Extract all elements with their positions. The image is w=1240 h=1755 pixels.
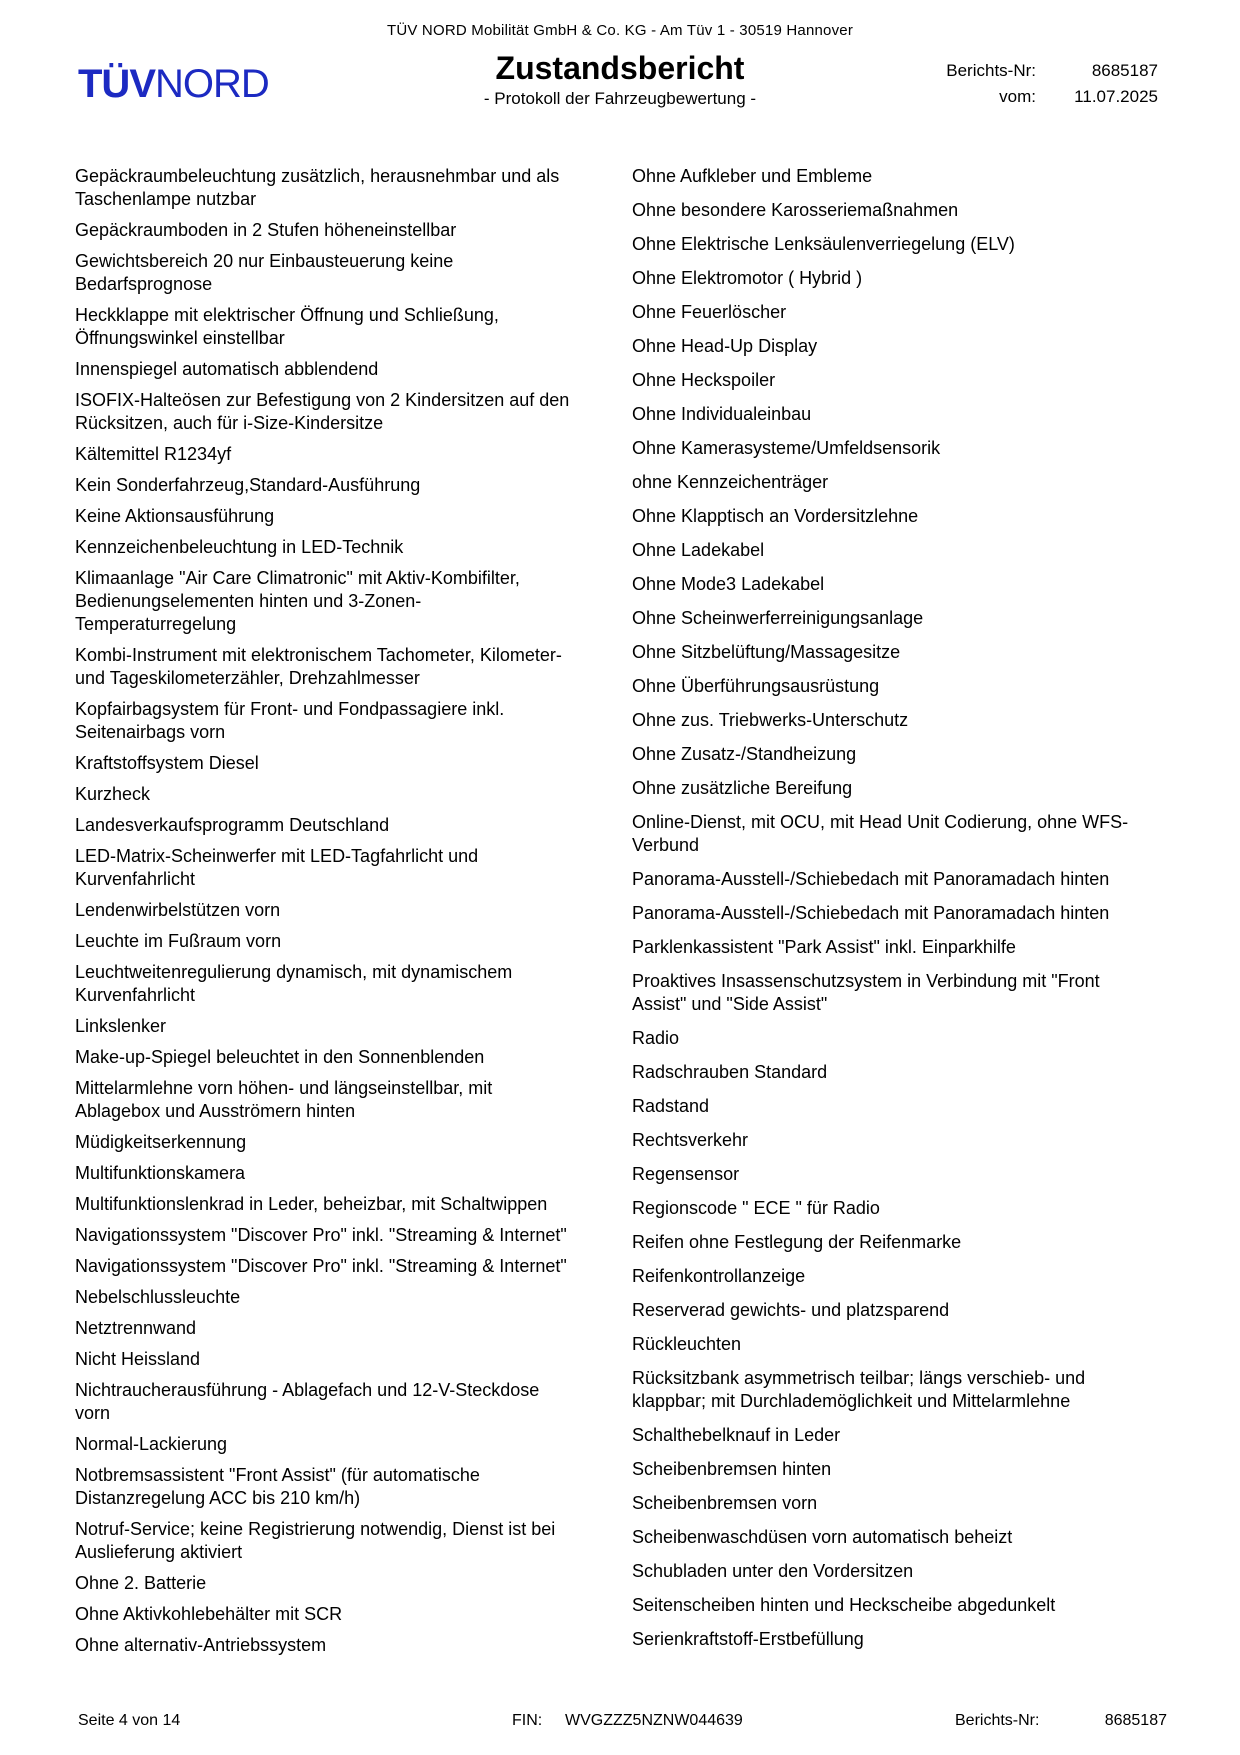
equipment-item: Kurzheck bbox=[75, 784, 151, 804]
equipment-item: Ohne Feuerlöscher bbox=[632, 302, 787, 322]
equipment-item: Leuchte im Fußraum vorn bbox=[75, 931, 282, 951]
footer-report-number-label: Berichts-Nr: bbox=[955, 1712, 1040, 1729]
equipment-item: Gewichtsbereich 20 nur Einbausteuerung keine Bedarfsprognose bbox=[75, 251, 454, 294]
fin-value: WVGZZZ5NZNW044639 bbox=[565, 1712, 743, 1729]
equipment-item: Panorama-Ausstell-/Schiebedach mit Panoramadach hinten bbox=[632, 869, 1110, 889]
page-title: Zustandsbericht bbox=[495, 50, 745, 86]
equipment-item: Linkslenker bbox=[75, 1016, 167, 1036]
equipment-item: Reifen ohne Festlegung der Reifenmarke bbox=[632, 1232, 962, 1252]
equipment-item: Nicht Heissland bbox=[75, 1349, 201, 1369]
equipment-item: LED-Matrix-Scheinwerfer mit LED-Tagfahrlicht und Kurvenfahrlicht bbox=[75, 846, 479, 889]
equipment-item: Radschrauben Standard bbox=[632, 1062, 828, 1082]
equipment-item: Navigationssystem "Discover Pro" inkl. "Streaming & Internet" bbox=[75, 1225, 567, 1245]
equipment-item: Ohne Elektromotor ( Hybrid ) bbox=[632, 268, 863, 288]
equipment-item: Scheibenwaschdüsen vorn automatisch beheizt bbox=[632, 1527, 1013, 1547]
equipment-item: Reifenkontrollanzeige bbox=[632, 1266, 806, 1286]
equipment-item: Normal-Lackierung bbox=[75, 1434, 228, 1454]
equipment-item: Multifunktionskamera bbox=[75, 1163, 246, 1183]
equipment-item: Mittelarmlehne vorn höhen- und längseinstellbar, mit Ablagebox und Ausströmern hinten bbox=[75, 1078, 493, 1121]
equipment-item: Ohne 2. Batterie bbox=[75, 1573, 207, 1593]
equipment-item: Radstand bbox=[632, 1096, 710, 1116]
equipment-item: ohne Kennzeichenträger bbox=[632, 472, 829, 492]
equipment-item: Heckklappe mit elektrischer Öffnung und Schließung, Öffnungswinkel einstellbar bbox=[75, 305, 499, 348]
page-subtitle: - Protokoll der Fahrzeugbewertung - bbox=[483, 89, 757, 108]
equipment-item: Ohne Head-Up Display bbox=[632, 336, 818, 356]
equipment-item: Landesverkaufsprogramm Deutschland bbox=[75, 815, 390, 835]
page-number: Seite 4 von 14 bbox=[78, 1712, 181, 1729]
equipment-item: Ohne alternativ-Antriebssystem bbox=[75, 1635, 327, 1655]
equipment-item: Kombi-Instrument mit elektronischem Tachometer, Kilometer- und Tageskilometerzähler, Drehzahlmesser bbox=[75, 645, 562, 688]
equipment-item: Schalthebelknauf in Leder bbox=[632, 1425, 841, 1445]
equipment-item: Ohne Scheinwerferreinigungsanlage bbox=[632, 608, 924, 628]
equipment-item: Ohne Aktivkohlebehälter mit SCR bbox=[75, 1604, 343, 1624]
report-number-value: 8685187 bbox=[1091, 61, 1158, 80]
equipment-item: Müdigkeitserkennung bbox=[75, 1132, 247, 1152]
equipment-item: Kältemittel R1234yf bbox=[75, 444, 232, 464]
equipment-item: Parklenkassistent "Park Assist" inkl. Einparkhilfe bbox=[632, 937, 1016, 957]
equipment-item: Kennzeichenbeleuchtung in LED-Technik bbox=[75, 537, 404, 557]
equipment-item: Ohne Überführungsausrüstung bbox=[632, 676, 880, 696]
equipment-item: Rückleuchten bbox=[632, 1334, 742, 1354]
equipment-item: Nebelschlussleuchte bbox=[75, 1287, 241, 1307]
equipment-item: Leuchtweitenregulierung dynamisch, mit dynamischem Kurvenfahrlicht bbox=[75, 962, 513, 1005]
equipment-item: Ohne Kamerasysteme/Umfeldsensorik bbox=[632, 438, 941, 458]
equipment-item: Ohne Mode3 Ladekabel bbox=[632, 574, 825, 594]
equipment-item: Ohne Ladekabel bbox=[632, 540, 765, 560]
equipment-item: Nichtraucherausführung - Ablagefach und 12-V-Steckdose vorn bbox=[75, 1380, 540, 1423]
logo-text-tuv: TÜV bbox=[78, 62, 155, 106]
equipment-item: Make-up-Spiegel beleuchtet in den Sonnenblenden bbox=[75, 1047, 485, 1067]
equipment-item: Rücksitzbank asymmetrisch teilbar; längs verschieb- und klappbar; mit Durchlademöglichkeit und Mittelarmlehne bbox=[632, 1368, 1086, 1411]
equipment-item: Radio bbox=[632, 1028, 680, 1048]
equipment-item: Serienkraftstoff-Erstbefüllung bbox=[632, 1629, 864, 1649]
equipment-item: Ohne Heckspoiler bbox=[632, 370, 776, 390]
equipment-item: Netztrennwand bbox=[75, 1318, 197, 1338]
equipment-item: Ohne Elektrische Lenksäulenverriegelung (ELV) bbox=[632, 234, 1015, 254]
equipment-item: Proaktives Insassenschutzsystem in Verbindung mit "Front Assist" und "Side Assist" bbox=[632, 971, 1100, 1014]
footer-report-number-value: 8685187 bbox=[1104, 1712, 1167, 1729]
equipment-item: Ohne Zusatz-/Standheizung bbox=[632, 744, 857, 764]
fin-label: FIN: bbox=[512, 1712, 543, 1729]
equipment-item: Reserverad gewichts- und platzsparend bbox=[632, 1300, 950, 1320]
sender-address-line: TÜV NORD Mobilität GmbH & Co. KG - Am Tüv 1 - 30519 Hannover bbox=[386, 22, 854, 39]
equipment-item: Ohne zusätzliche Bereifung bbox=[632, 778, 853, 798]
equipment-item: Innenspiegel automatisch abblendend bbox=[75, 359, 379, 379]
equipment-item: Kopfairbagsystem für Front- und Fondpassagiere inkl. Seitenairbags vorn bbox=[75, 699, 505, 742]
equipment-item: Panorama-Ausstell-/Schiebedach mit Panoramadach hinten bbox=[632, 903, 1110, 923]
logo-text-nord: NORD bbox=[155, 62, 269, 106]
equipment-item: Lendenwirbelstützen vorn bbox=[75, 900, 281, 920]
report-date-value: 11.07.2025 bbox=[1074, 87, 1158, 106]
equipment-item: Ohne Aufkleber und Embleme bbox=[632, 166, 873, 186]
equipment-item: Regensensor bbox=[632, 1164, 740, 1184]
equipment-item: Ohne zus. Triebwerks-Unterschutz bbox=[632, 710, 909, 730]
equipment-item: Klimaanlage "Air Care Climatronic" mit Aktiv-Kombifilter, Bedienungselementen hinten und 3-Zonen-Temperaturregelung bbox=[75, 568, 520, 634]
equipment-item: Gepäckraumboden in 2 Stufen höheneinstellbar bbox=[75, 220, 457, 240]
page-footer bbox=[0, 1712, 1240, 1734]
equipment-item: Scheibenbremsen vorn bbox=[632, 1493, 818, 1513]
equipment-item: Ohne Sitzbelüftung/Massagesitze bbox=[632, 642, 901, 662]
equipment-item: Keine Aktionsausführung bbox=[75, 506, 275, 526]
equipment-item: Multifunktionslenkrad in Leder, beheizbar, mit Schaltwippen bbox=[75, 1194, 548, 1214]
report-date-label: vom: bbox=[999, 87, 1036, 106]
equipment-column-left bbox=[75, 165, 575, 1665]
equipment-column-right bbox=[632, 165, 1132, 1662]
equipment-item: Navigationssystem "Discover Pro" inkl. "Streaming & Internet" bbox=[75, 1256, 567, 1276]
equipment-item: Notbremsassistent "Front Assist" (für automatische Distanzregelung ACC bis 210 km/h) bbox=[75, 1465, 480, 1508]
equipment-item: Kraftstoffsystem Diesel bbox=[75, 753, 259, 773]
equipment-item: Regionscode " ECE " für Radio bbox=[632, 1198, 880, 1218]
equipment-item: Online-Dienst, mit OCU, mit Head Unit Codierung, ohne WFS-Verbund bbox=[632, 812, 1129, 855]
equipment-item: Seitenscheiben hinten und Heckscheibe abgedunkelt bbox=[632, 1595, 1056, 1615]
equipment-item: Rechtsverkehr bbox=[632, 1130, 749, 1150]
equipment-item: Gepäckraumbeleuchtung zusätzlich, herausnehmbar und als Taschenlampe nutzbar bbox=[75, 166, 560, 209]
report-meta bbox=[946, 58, 1158, 110]
equipment-item: Notruf-Service; keine Registrierung notwendig, Dienst ist bei Auslieferung aktiviert bbox=[75, 1519, 556, 1562]
equipment-item: Ohne Klapptisch an Vordersitzlehne bbox=[632, 506, 919, 526]
report-number-label: Berichts-Nr: bbox=[946, 61, 1036, 80]
equipment-item: Ohne besondere Karosseriemaßnahmen bbox=[632, 200, 959, 220]
equipment-item: Schubladen unter den Vordersitzen bbox=[632, 1561, 914, 1581]
equipment-item: Kein Sonderfahrzeug,Standard-Ausführung bbox=[75, 475, 421, 495]
equipment-item: ISOFIX-Halteösen zur Befestigung von 2 Kindersitzen auf den Rücksitzen, auch für i-Size-Kindersitze bbox=[75, 390, 570, 433]
equipment-item: Ohne Individualeinbau bbox=[632, 404, 812, 424]
equipment-item: Scheibenbremsen hinten bbox=[632, 1459, 832, 1479]
